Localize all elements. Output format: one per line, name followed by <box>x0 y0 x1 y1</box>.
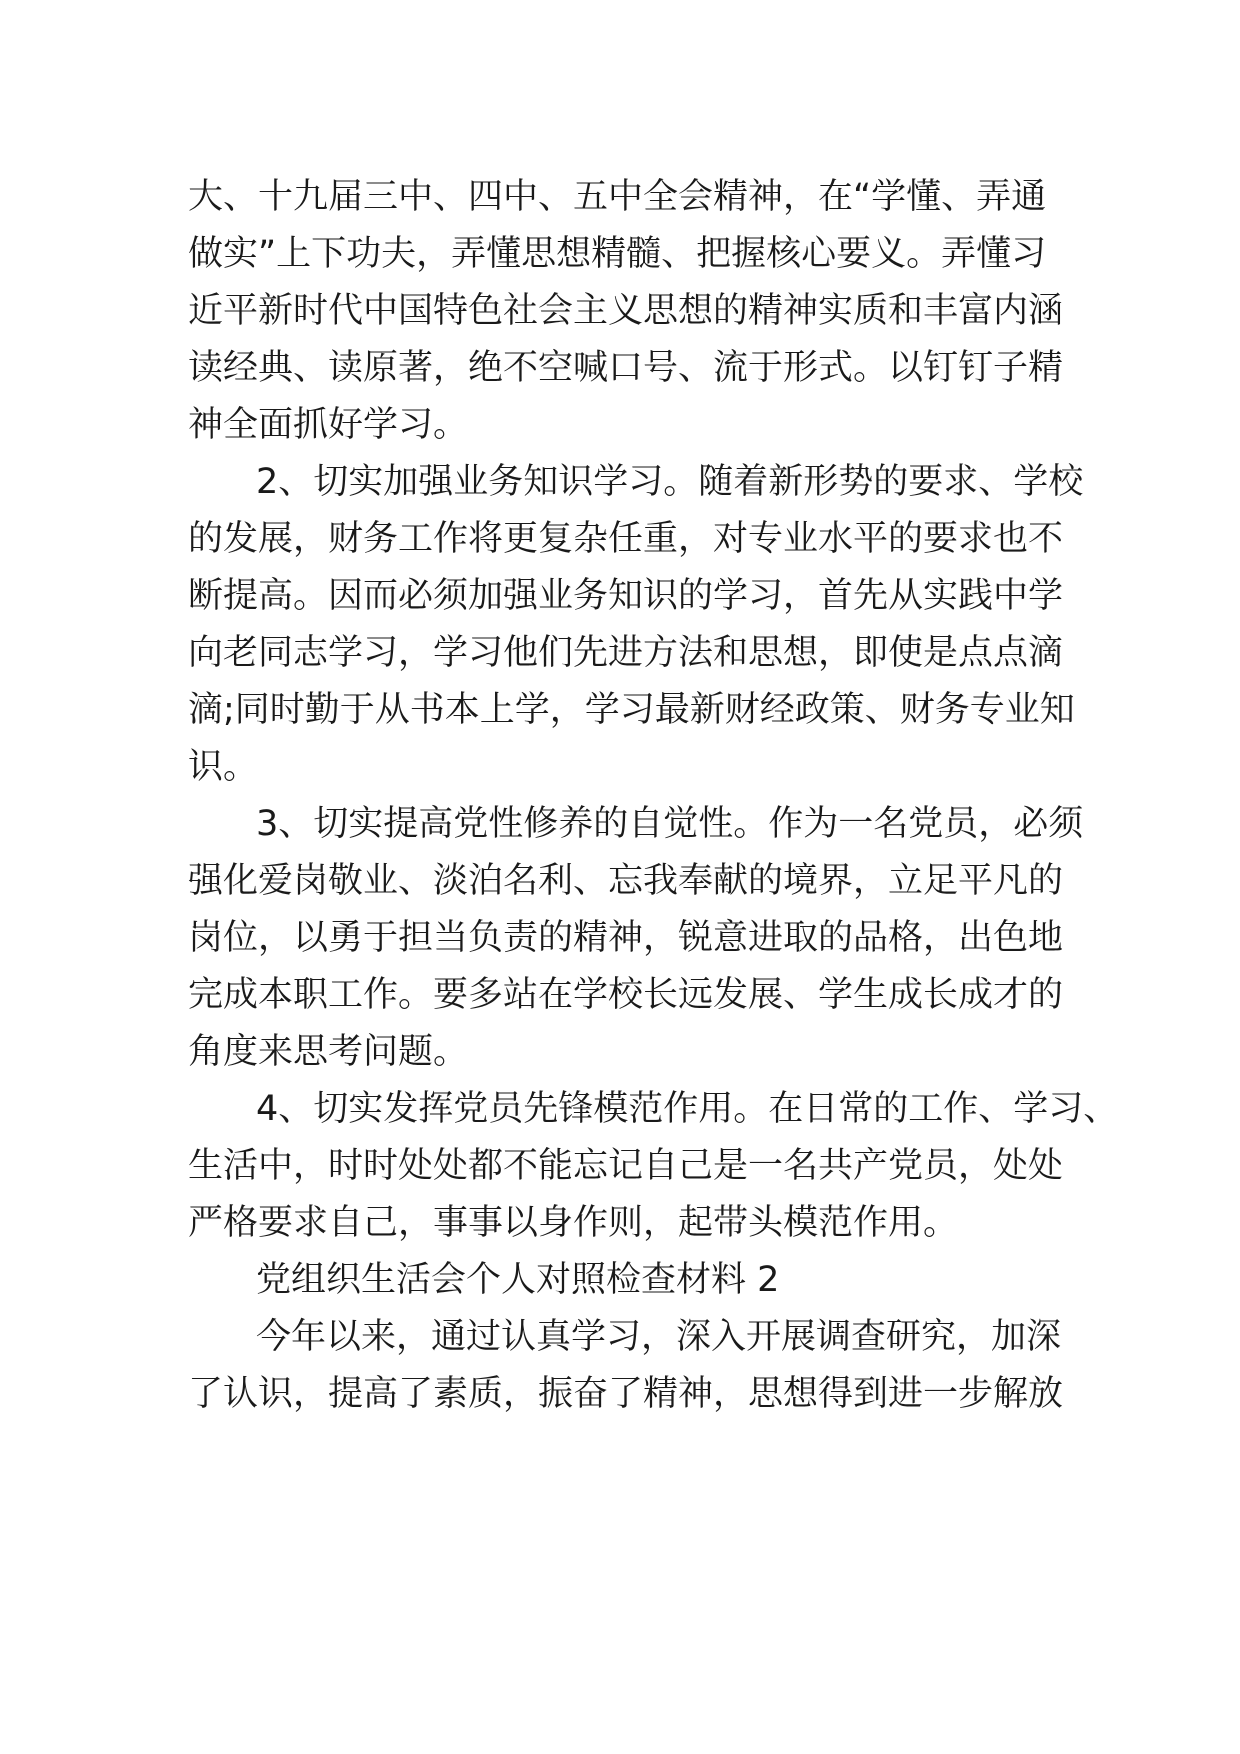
paragraph-start-line: 4、切实发挥党员先锋模范作用。在日常的工作、学习、 <box>256 1089 1119 1129</box>
text-line: 神全面抓好学习。 <box>188 405 469 445</box>
text-line: 近平新时代中国特色社会主义思想的精神实质和丰富内涵 <box>188 291 1064 331</box>
paragraph-start-line: 3、切实提高党性修养的自觉性。作为一名党员，必须 <box>256 804 1084 844</box>
text-line: 岗位，以勇于担当负责的精神，锐意进取的品格，出色地 <box>188 918 1064 958</box>
paragraph-start-line: 2、切实加强业务知识学习。随着新形势的要求、学校 <box>256 462 1084 502</box>
text-line: 角度来思考问题。 <box>188 1032 469 1072</box>
text-line: 大、十九届三中、四中、五中全会精神，在“学懂、弄通 <box>188 177 1047 217</box>
text-line: 了认识，提高了素质，振奋了精神，思想得到进一步解放 <box>188 1374 1064 1414</box>
text-line: 断提高。因而必须加强业务知识的学习，首先从实践中学 <box>188 576 1064 616</box>
paragraph-start-line: 今年以来，通过认真学习，深入开展调查研究，加深 <box>256 1317 1062 1357</box>
text-line: 严格要求自己，事事以身作则，起带头模范作用。 <box>188 1203 959 1243</box>
text-line: 的发展，财务工作将更复杂任重，对专业水平的要求也不 <box>188 519 1064 559</box>
text-line: 做实”上下功夫，弄懂思想精髓、把握核心要义。弄懂习 <box>188 234 1047 274</box>
text-line: 滴;同时勤于从书本上学，学习最新财经政策、财务专业知 <box>188 690 1075 730</box>
text-line: 强化爱岗敬业、淡泊名利、忘我奉献的境界，立足平凡的 <box>188 861 1064 901</box>
text-line: 识。 <box>188 747 259 787</box>
text-line: 完成本职工作。要多站在学校长远发展、学生成长成才的 <box>188 975 1064 1015</box>
text-line: 读经典、读原著，绝不空喊口号、流于形式。以钉钉子精 <box>188 348 1064 388</box>
text-line: 向老同志学习，学习他们先进方法和思想，即使是点点滴 <box>188 633 1064 673</box>
text-line: 生活中，时时处处都不能忘记自己是一名共产党员，处处 <box>188 1146 1064 1186</box>
section-heading: 党组织生活会个人对照检查材料 2 <box>256 1260 780 1300</box>
